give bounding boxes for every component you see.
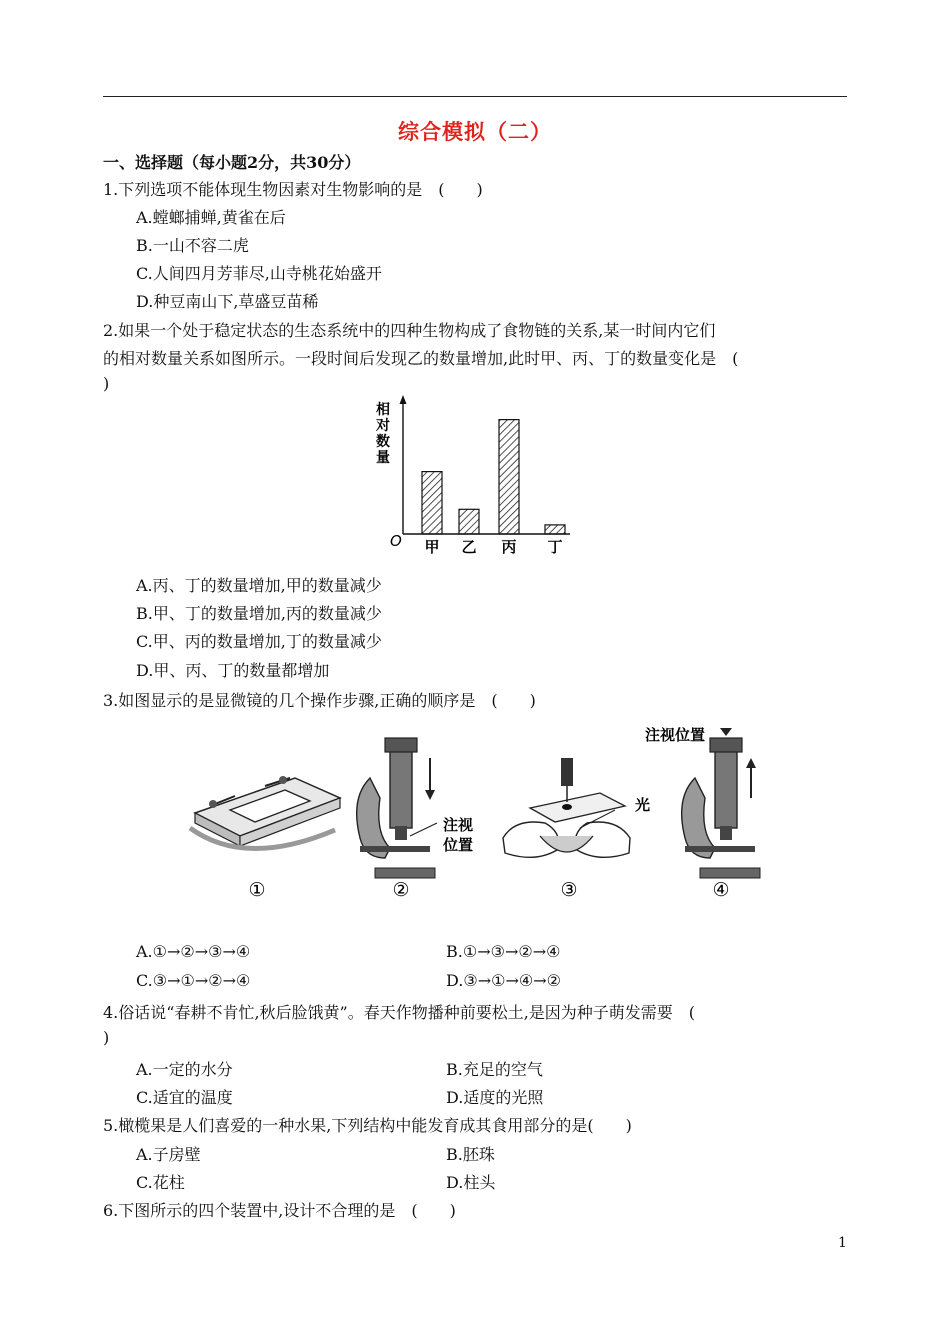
q1-option-b: B.一山不容二虎 xyxy=(136,236,249,255)
question-4-stem-line1: 4.俗话说“春耕不肯忙,秋后脸饿黄”。春天作物播种前要松土,是因为种子萌发需要 ( xyxy=(103,1003,696,1022)
question-2-stem-line2: 的相对数量关系如图所示。一段时间后发现乙的数量增加,此时甲、丙、丁的数量变化是 ( xyxy=(103,349,739,368)
y-axis-label-3: 数 xyxy=(376,434,390,450)
section-heading: 一、选择题（每小题2分，共30分） xyxy=(103,153,361,172)
step1-label: ① xyxy=(248,879,266,901)
page-title: 综合模拟（二） xyxy=(398,119,552,144)
q4-option-b: B.充足的空气 xyxy=(446,1060,543,1079)
y-axis-label-1: 相 xyxy=(376,402,390,418)
q2-option-b: B.甲、丁的数量增加,丙的数量减少 xyxy=(136,604,382,623)
q5-option-c: C.花柱 xyxy=(136,1173,185,1192)
step3-label: ③ xyxy=(560,879,578,901)
step3-light-label: 光 xyxy=(635,796,651,814)
q1-option-c: C.人间四月芳菲尽,山寺桃花始盛开 xyxy=(136,264,382,283)
q2-option-a: A.丙、丁的数量增加,甲的数量减少 xyxy=(136,576,382,595)
q3-option-d: D.③→①→④→② xyxy=(446,971,561,990)
origin-label: O xyxy=(390,532,402,550)
q2-option-c: C.甲、丙的数量增加,丁的数量减少 xyxy=(136,632,382,651)
q5-option-a: A.子房壁 xyxy=(136,1145,201,1164)
q4-option-c: C.适宜的温度 xyxy=(136,1088,233,1107)
step4-microscope-illustration xyxy=(682,728,760,878)
question-1-stem: 1.下列选项不能体现生物因素对生物影响的是 ( ) xyxy=(103,180,483,199)
step2-microscope-illustration xyxy=(357,738,437,878)
q3-option-b: B.①→③→②→④ xyxy=(446,942,561,961)
step2-watch-label-line1: 注视 xyxy=(443,816,474,834)
step4-label: ④ xyxy=(712,879,730,901)
q5-option-b: B.胚珠 xyxy=(446,1145,495,1164)
q4-option-a: A.一定的水分 xyxy=(136,1060,233,1079)
q2-option-d: D.甲、丙、丁的数量都增加 xyxy=(136,661,330,680)
bar-1 xyxy=(422,472,442,534)
category-label-3: 丙 xyxy=(501,538,517,556)
step3-mirror-illustration xyxy=(503,758,630,857)
category-label-2: 乙 xyxy=(461,538,477,556)
microscope-steps-figure xyxy=(185,718,775,908)
page-number: 1 xyxy=(838,1235,847,1251)
step4-watch-label: 注视位置 xyxy=(645,726,706,744)
q1-option-d: D.种豆南山下,草盛豆苗稀 xyxy=(136,292,319,311)
step2-label: ② xyxy=(392,879,410,901)
question-3-stem: 3.如图显示的是显微镜的几个操作步骤,正确的顺序是 ( ) xyxy=(103,691,536,710)
question-4-stem-line2: ) xyxy=(103,1028,110,1047)
y-axis-label-4: 量 xyxy=(376,450,390,466)
y-axis-arrow xyxy=(400,395,407,404)
bar-chart xyxy=(370,394,580,564)
question-5-stem: 5.橄榄果是人们喜爱的一种水果,下列结构中能发育成其食用部分的是( ) xyxy=(103,1116,632,1135)
q3-option-a: A.①→②→③→④ xyxy=(136,942,251,961)
category-label-1: 甲 xyxy=(424,538,440,556)
question-2-stem-line1: 2.如果一个处于稳定状态的生态系统中的四种生物构成了食物链的关系,某一时间内它们 xyxy=(103,321,716,340)
category-label-4: 丁 xyxy=(547,538,563,556)
q3-option-c: C.③→①→②→④ xyxy=(136,971,251,990)
q4-option-d: D.适度的光照 xyxy=(446,1088,544,1107)
step1-stage-illustration xyxy=(190,776,340,849)
step2-watch-label-line2: 位置 xyxy=(443,836,474,854)
bar-3 xyxy=(499,420,519,534)
q1-option-a: A.螳螂捕蝉,黄雀在后 xyxy=(136,208,286,227)
y-axis-label-2: 对 xyxy=(376,418,390,434)
question-6-stem: 6.下图所示的四个装置中,设计不合理的是 ( ) xyxy=(103,1201,456,1220)
bar-2 xyxy=(459,509,479,534)
bar-4 xyxy=(545,525,565,534)
question-2-stem-line3: ) xyxy=(103,374,110,393)
top-rule xyxy=(103,96,847,97)
q5-option-d: D.柱头 xyxy=(446,1173,496,1192)
